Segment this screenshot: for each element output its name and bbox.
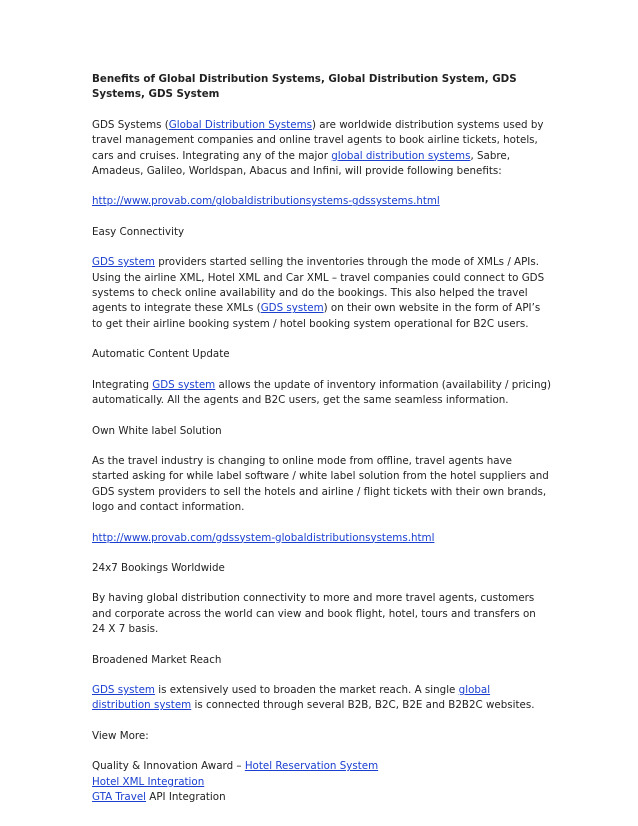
heading-white-label: Own White label Solution — [92, 424, 222, 437]
view-more-line-3: GTA Travel API Integration — [92, 791, 226, 803]
heading-automatic-content-update: Automatic Content Update — [92, 348, 230, 361]
view-more-line-2 — [92, 775, 552, 790]
market-reach-paragraph: GDS system is extensively used to broaden the market reach. A single global distribution system is connected through several B2B, B2C, B2E and B2B2C websites. — [92, 683, 535, 712]
link-global-distribution-systems-2[interactable]: global distribution systems — [331, 149, 471, 162]
url-paragraph-2 — [92, 531, 552, 546]
link-gds-system-2[interactable]: GDS system — [260, 302, 324, 315]
link-gta-travel[interactable]: GTA Travel — [92, 791, 147, 803]
white-label-paragraph: As the travel industry is changing to online mode from offline, travel agents have started asking for while label software / white label solution from the hotel suppliers and GDS system providers to sell the hotels and airline / flight tickets with their own brands, logo and contact information. — [92, 454, 549, 514]
url-link-2[interactable]: http://www.provab.com/gdssystem-globaldistributionsystems.html — [92, 531, 435, 544]
intro-paragraph: GDS Systems (Global Distribution Systems) are worldwide distribution systems used by travel management companies and online travel agents to book airline tickets, hotels, cars and cruises. Integrating any of the major global distribution systems, Sabre, Amadeus, Galileo, Worldspan, Abacus and Infini, will provide following benefits: — [92, 118, 544, 178]
heading-market-reach: Broadened Market Reach — [92, 653, 222, 666]
view-more-line-1: Quality & Innovation Award – Hotel Reservation System — [92, 760, 379, 773]
link-gds-system-3[interactable]: GDS system — [152, 378, 216, 391]
automatic-update-paragraph: Integrating GDS system allows the update of inventory information (availability / pricing) automatically. All the agents and B2C users, get the same seamless information. — [92, 378, 552, 407]
link-hotel-xml-integration[interactable]: Hotel XML Integration — [92, 775, 205, 788]
link-hotel-reservation-system[interactable]: Hotel Reservation System — [244, 760, 379, 773]
link-gds-system-1[interactable]: GDS system — [92, 256, 155, 269]
page-title: Benefits of Global Distribution Systems, Global Distribution System, GDS Systems, GDS System — [92, 73, 517, 101]
heading-easy-connectivity: Easy Connectivity — [92, 225, 185, 238]
heading-view-more: View More: — [92, 729, 149, 742]
url-paragraph-1 — [92, 194, 552, 209]
link-global-distribution-systems[interactable]: Global Distribution Systems — [168, 118, 313, 131]
heading-24x7: 24x7 Bookings Worldwide — [92, 561, 225, 574]
link-gds-system-4[interactable]: GDS system — [92, 683, 155, 696]
link-global-distribution-system[interactable]: global distribution system — [92, 683, 491, 712]
document-page — [92, 72, 552, 805]
easy-connectivity-paragraph: GDS system providers started selling the inventories through the mode of XMLs / APIs. Using the airline XML, Hotel XML and Car XML – travel companies could connect to GDS systems to check online availability and do the bookings. This also helped the travel agents to integrate these XMLs (GDS system) on their own website in the form of API’s to get their airline booking system / hotel booking system operational for B2C users. — [92, 256, 545, 330]
url-link-1[interactable]: http://www.provab.com/globaldistributionsystems-gdssystems.html — [92, 195, 440, 208]
bookings-paragraph: By having global distribution connectivity to more and more travel agents, customers and corporate across the world can view and book flight, hotel, tours and transfers on 24 X 7 basis. — [92, 592, 536, 636]
